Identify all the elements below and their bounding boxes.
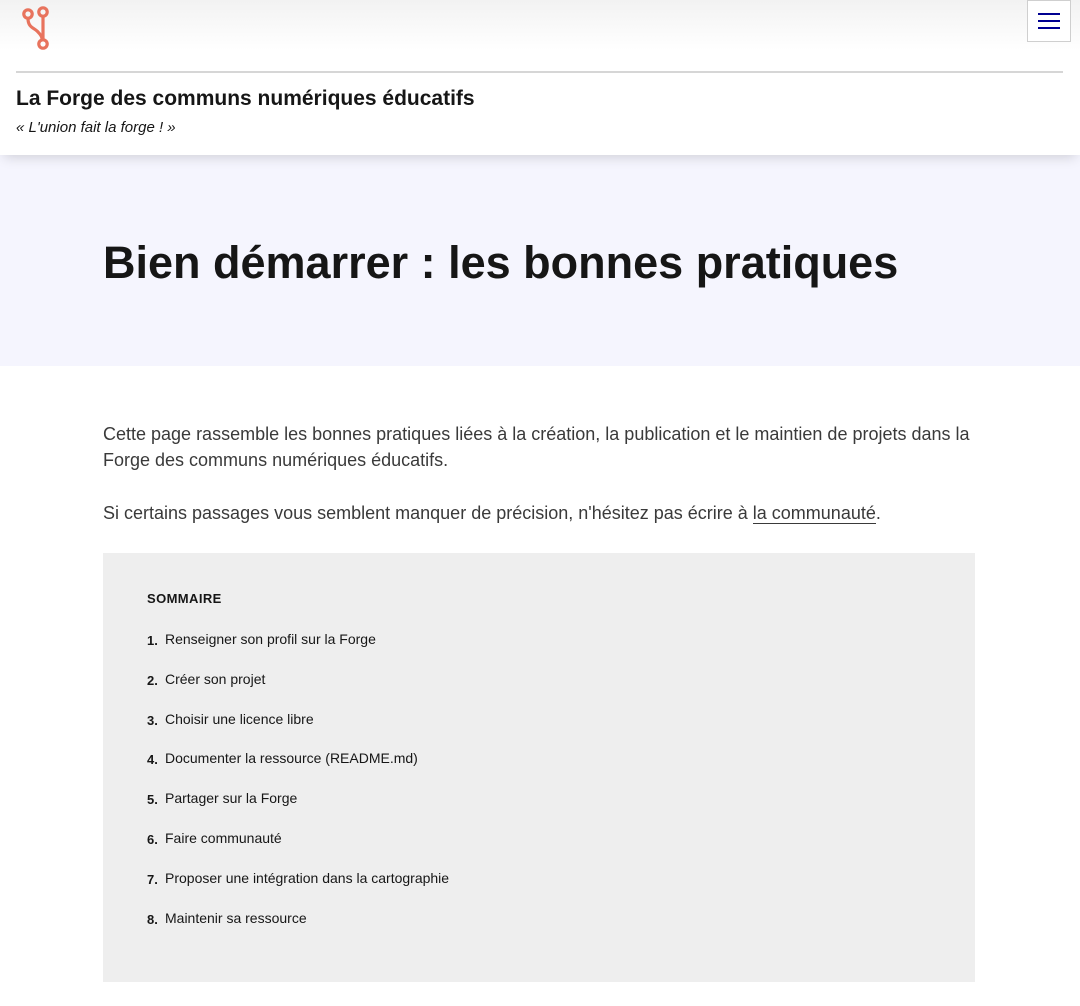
summary-box [103,553,975,982]
intro-paragraph: Cette page rassemble les bonnes pratiques liées à la création, la publication et le maintien de projets dans la Forge des communs numériques éducatifs. [103,424,970,470]
summary-link-documenter[interactable]: Documenter la ressource (README.md) [165,750,418,767]
page-banner [0,155,1080,366]
summary-item [147,908,449,948]
summary-item-number: 2. [147,672,158,688]
summary-item-number: 4. [147,752,158,768]
menu-button[interactable] [1027,0,1071,42]
summary-item-number: 5. [147,792,158,808]
summary-item [147,788,449,828]
summary-item-number: 6. [147,831,158,847]
forge-logo-icon[interactable] [20,4,56,52]
summary-link-cartographie[interactable]: Proposer une intégration dans la cartographie [165,869,450,886]
header-top-bar [0,0,1080,72]
hint-text: Si certains passages vous semblent manquer de précision, n'hésitez pas écrire à [103,503,753,523]
hamburger-menu-icon [1038,12,1060,30]
summary-item-number: 3. [147,712,158,728]
summary-title: SOMMAIRE [147,591,222,606]
hint-period: . [875,503,881,523]
summary-link-licence[interactable]: Choisir une licence libre [165,710,314,727]
header-divider [16,71,1063,73]
summary-item [147,828,449,868]
summary-link-partager[interactable]: Partager sur la Forge [165,790,298,807]
summary-link-maintenir[interactable]: Maintenir sa ressource [165,909,307,926]
summary-link-profil[interactable]: Renseigner son profil sur la Forge [165,631,376,647]
summary-link-communaute[interactable]: Faire communauté [165,829,282,846]
summary-item-number: 1. [147,633,158,648]
page-title: Bien démarrer : les bonnes pratiques [103,237,899,288]
site-tagline: « L'union fait la forge ! » [16,119,176,136]
summary-list [147,629,449,947]
summary-item-number: 8. [147,911,158,927]
community-link[interactable]: la communauté [752,503,876,523]
summary-item [147,669,449,709]
summary-item-number: 7. [147,871,158,887]
summary-item [147,629,449,669]
site-header [0,0,1080,155]
summary-link-creer-projet[interactable]: Créer son projet [165,670,266,687]
summary-item [147,868,449,908]
summary-item [147,748,449,788]
hint-paragraph [103,500,983,526]
summary-item [147,709,449,749]
site-title[interactable]: La Forge des communs numériques éducatifs [16,87,475,110]
